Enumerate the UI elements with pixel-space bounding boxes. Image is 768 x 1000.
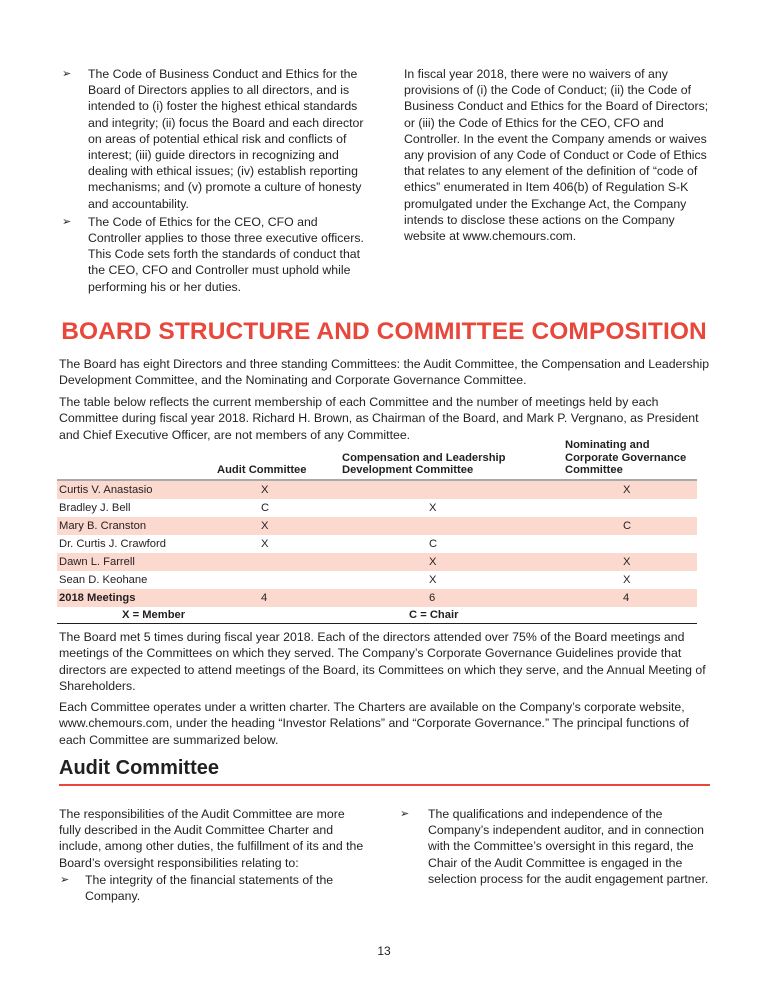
table-intro-paragraph: The table below reflects the current membership of each Committee and the number of meetings held by each Committee during fiscal year 2018. Richard H. Brown, as Chairman of the Board, and Mark P. Vergnano, as President and Chief Executive Officer, are not members of any Committee.: [59, 395, 699, 442]
section-title: BOARD STRUCTURE AND COMMITTEE COMPOSITION: [61, 318, 707, 345]
committee-table: [57, 439, 697, 624]
audit-committee-heading: Audit Committee: [59, 757, 710, 786]
ethics-codes-column: [58, 66, 368, 297]
audit-right-column: [400, 806, 718, 889]
table-row: [57, 571, 697, 589]
arrow-bullet-icon: ➢: [62, 68, 72, 80]
director-name: Dawn L. Farrell: [57, 553, 217, 571]
board-meetings-paragraph: The Board met 5 times during fiscal year 2018. Each of the directors attended over 75% of the Board meetings and meetings of the Committees on which they served. The Company’s Corporate Governance Guidelines provide that directors are expected to attend meetings of the Board, its Committees on which they serve, and the Annual Meeting of Shareholders.: [59, 630, 706, 693]
waivers-paragraph: In fiscal year 2018, there were no waivers of any provisions of (i) the Code of Conduct; (ii) the Code of Business Conduct and Ethics for the Board of Directors; or (iii) the Code of Ethics for the CEO, CFO and Controller. In the event the Company amends or waives any provision of any Code of Conduct or Code of Ethics that relates to any element of the definition of “code of ethics” enumerated in Item 406(b) of Regulation S-K promulgated under the Exchange Act, the Company intends to disclose these actions on the Company website at www.chemours.com.: [404, 67, 709, 244]
table-row: [57, 499, 697, 517]
nom-cell: X: [565, 553, 697, 571]
page-number: 13: [377, 944, 391, 958]
arrow-bullet-icon: ➢: [400, 808, 410, 820]
table-row: [57, 517, 697, 535]
audit-cell: X: [261, 537, 269, 550]
bullet-text: The integrity of the financial statements of the Company.: [85, 872, 334, 904]
comp-cell: [342, 517, 565, 535]
table-header-row: [57, 439, 697, 480]
comp-meetings: 6: [342, 589, 565, 607]
header-nominating: Nominating and Corporate Governance Committee: [565, 439, 697, 480]
comp-cell: X: [342, 553, 565, 571]
bullet-text: The Code of Business Conduct and Ethics for the Board of Directors applies to all directors, and is intended to (i) foster the highest ethical standards and integrity; (ii) focus the Board and each director on areas of potential ethical risk and conflicts of interest; (iii) guide directors in recognizing and dealing with ethical issues; (iv) establish reporting mechanisms; and (v) promote a culture of honesty and accountability.: [88, 67, 364, 211]
comp-cell: X: [429, 501, 437, 514]
table-row: [57, 535, 697, 553]
header-compensation: Compensation and Leadership Development Committee: [342, 439, 565, 480]
meetings-row: [57, 589, 697, 607]
audit-cell: C: [261, 501, 270, 514]
audit-cell: X: [217, 517, 342, 535]
comp-cell: C: [429, 537, 438, 550]
audit-cell: [217, 571, 342, 589]
board-intro-paragraph: The Board has eight Directors and three standing Committees: the Audit Committee, the Compensation and Leadership Development Committee, and the Nominating and Corporate Governance Committee.: [59, 357, 710, 388]
table-row: [57, 480, 697, 499]
comp-cell: X: [429, 573, 437, 586]
director-name: Sean D. Keohane: [59, 573, 148, 586]
arrow-bullet-icon: ➢: [60, 873, 70, 886]
charters-paragraph: Each Committee operates under a written charter. The Charters are available on the Company’s corporate website, www.chemours.com, under the heading “Investor Relations” and “Corporate Governance.” The principal functions of each Committee are summarized below.: [59, 700, 689, 747]
bullet-auditor-independence: [400, 806, 718, 887]
legend-chair: C = Chair: [342, 607, 697, 624]
header-director: [57, 439, 217, 480]
legend-member: X = Member: [57, 607, 342, 624]
director-name: Curtis V. Anastasio: [57, 480, 217, 499]
header-audit: Audit Committee: [217, 439, 342, 480]
arrow-bullet-icon: ➢: [62, 215, 72, 228]
bullet-board-code: [58, 66, 368, 212]
bullet-text: The Code of Ethics for the CEO, CFO and Controller applies to those three executive officers. This Code sets forth the standards of conduct that the CEO, CFO and Controller must uphold while performing his or her duties.: [88, 214, 364, 294]
bullet-ceo-code: [58, 214, 368, 295]
audit-intro-paragraph: The responsibilities of the Audit Committee are more fully described in the Audit Committee Charter and include, among other duties, the fulfillment of its and the Board’s oversight responsibilities relating to:: [59, 807, 364, 870]
director-name: Bradley J. Bell: [59, 501, 131, 514]
director-name: Dr. Curtis J. Crawford: [59, 537, 166, 550]
comp-cell: [342, 480, 565, 499]
waivers-column: [404, 66, 714, 244]
legend-row: [57, 607, 697, 624]
audit-cell: X: [217, 480, 342, 499]
nom-cell: X: [565, 480, 697, 499]
audit-left-column: [59, 806, 369, 906]
audit-meetings: 4: [217, 589, 342, 607]
audit-cell: [217, 553, 342, 571]
bullet-financial-integrity: [59, 872, 369, 904]
nom-cell: [565, 535, 697, 553]
meetings-label: 2018 Meetings: [57, 589, 217, 607]
bullet-text: The qualifications and independence of the Company’s independent auditor, and in connection with the Committee’s oversight in this regard, the Chair of the Audit Committee is engaged in the selection process for the audit engagement partner.: [428, 807, 709, 886]
table-row: [57, 553, 697, 571]
nom-meetings: 4: [565, 589, 697, 607]
nom-cell: [565, 499, 697, 517]
director-name: Mary B. Cranston: [57, 517, 217, 535]
nom-cell: C: [565, 517, 697, 535]
nom-cell: X: [623, 573, 631, 586]
